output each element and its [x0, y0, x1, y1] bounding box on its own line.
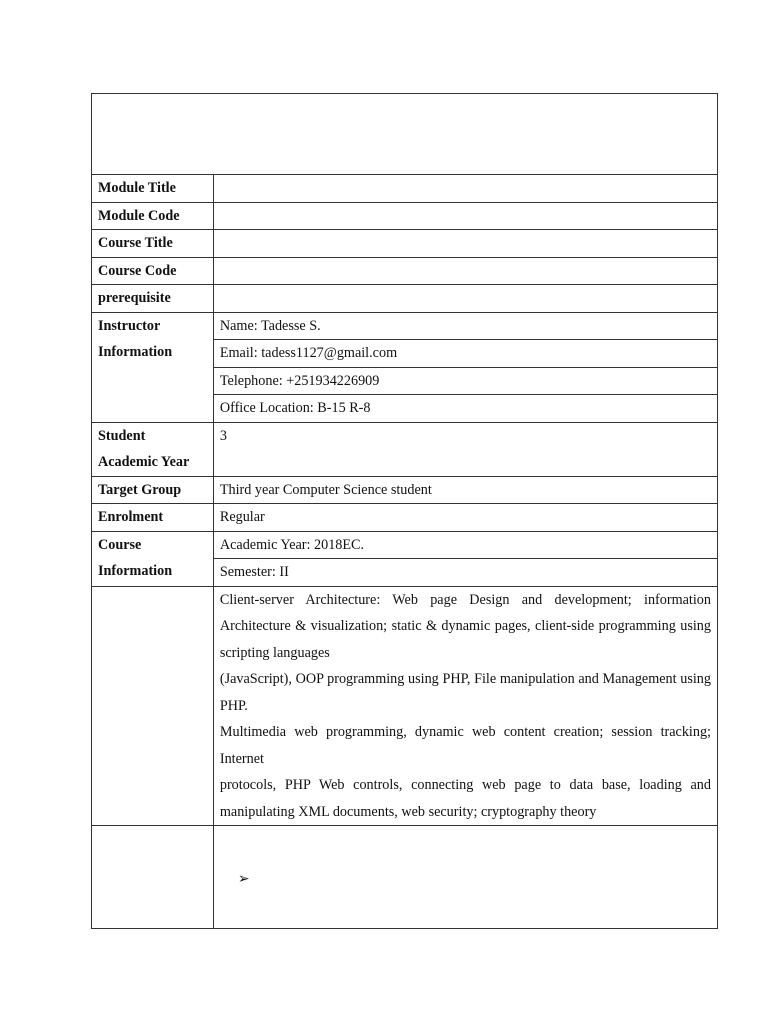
objectives-label [92, 826, 214, 929]
description-label [92, 586, 214, 826]
course-info-label-line2: Information [98, 563, 173, 579]
instructor-name: Name: Tadesse S. [213, 312, 717, 340]
course-info-row [92, 531, 718, 559]
description-cell [213, 586, 717, 826]
target-group-row [92, 476, 718, 504]
student-year-label [92, 422, 214, 476]
description-paragraph-1: Client-server Architecture: Web page Design and development; information Architecture & visualization; static & dynamic pages, client-side programming using scripting languages [219, 591, 711, 661]
instructor-label [92, 312, 214, 422]
module-code-value [213, 202, 717, 230]
target-group-label: Target Group [92, 476, 214, 504]
course-info-academic-year: Academic Year: 2018EC. [213, 531, 717, 559]
prerequisite-label: prerequisite [92, 285, 214, 313]
instructor-row [92, 312, 718, 340]
student-year-label-line1: Student [98, 427, 146, 444]
module-title-row [92, 175, 718, 203]
description-paragraph-2: (JavaScript), OOP programming using PHP, File manipulation and Management using PHP. [219, 671, 711, 714]
enrolment-label: Enrolment [92, 504, 214, 532]
objectives-row [92, 826, 718, 929]
module-title-label: Module Title [92, 175, 214, 203]
instructor-label-line2: Information [98, 344, 173, 360]
instructor-telephone: Telephone: +251934226909 [213, 367, 717, 395]
course-code-label: Course Code [92, 257, 214, 285]
arrow-bullet-icon: ➢ [237, 872, 250, 887]
student-year-label-line2: Academic Year [98, 454, 190, 470]
description-paragraph-3: Multimedia web programming, dynamic web content creation; session tracking; Internet [219, 724, 711, 767]
course-title-row [92, 230, 718, 258]
course-code-row [92, 257, 718, 285]
module-code-label: Module Code [92, 202, 214, 230]
target-group-value: Third year Computer Science student [213, 476, 717, 504]
instructor-email: Email: tadess1127@gmail.com [213, 340, 717, 368]
enrolment-row [92, 504, 718, 532]
enrolment-value: Regular [213, 504, 717, 532]
student-year-value: 3 [213, 422, 717, 476]
prerequisite-value [213, 285, 717, 313]
module-code-row [92, 202, 718, 230]
course-info-table [91, 93, 718, 929]
course-info-label-line1: Course [98, 536, 142, 553]
objectives-cell [213, 826, 717, 929]
student-year-row [92, 422, 718, 476]
course-code-value [213, 257, 717, 285]
instructor-office: Office Location: B-15 R-8 [213, 395, 717, 423]
course-title-value [213, 230, 717, 258]
description-paragraph-4: protocols, PHP Web controls, connecting web page to data base, loading and manipulating XML documents, web security; cryptography theory [219, 777, 711, 820]
module-title-value [213, 175, 717, 203]
header-cell [92, 94, 718, 175]
course-title-label: Course Title [92, 230, 214, 258]
prerequisite-row [92, 285, 718, 313]
instructor-label-line1: Instructor [98, 317, 161, 334]
header-row [92, 94, 718, 175]
course-info-semester: Semester: II [213, 559, 717, 587]
description-row [92, 586, 718, 826]
course-info-label [92, 531, 214, 586]
